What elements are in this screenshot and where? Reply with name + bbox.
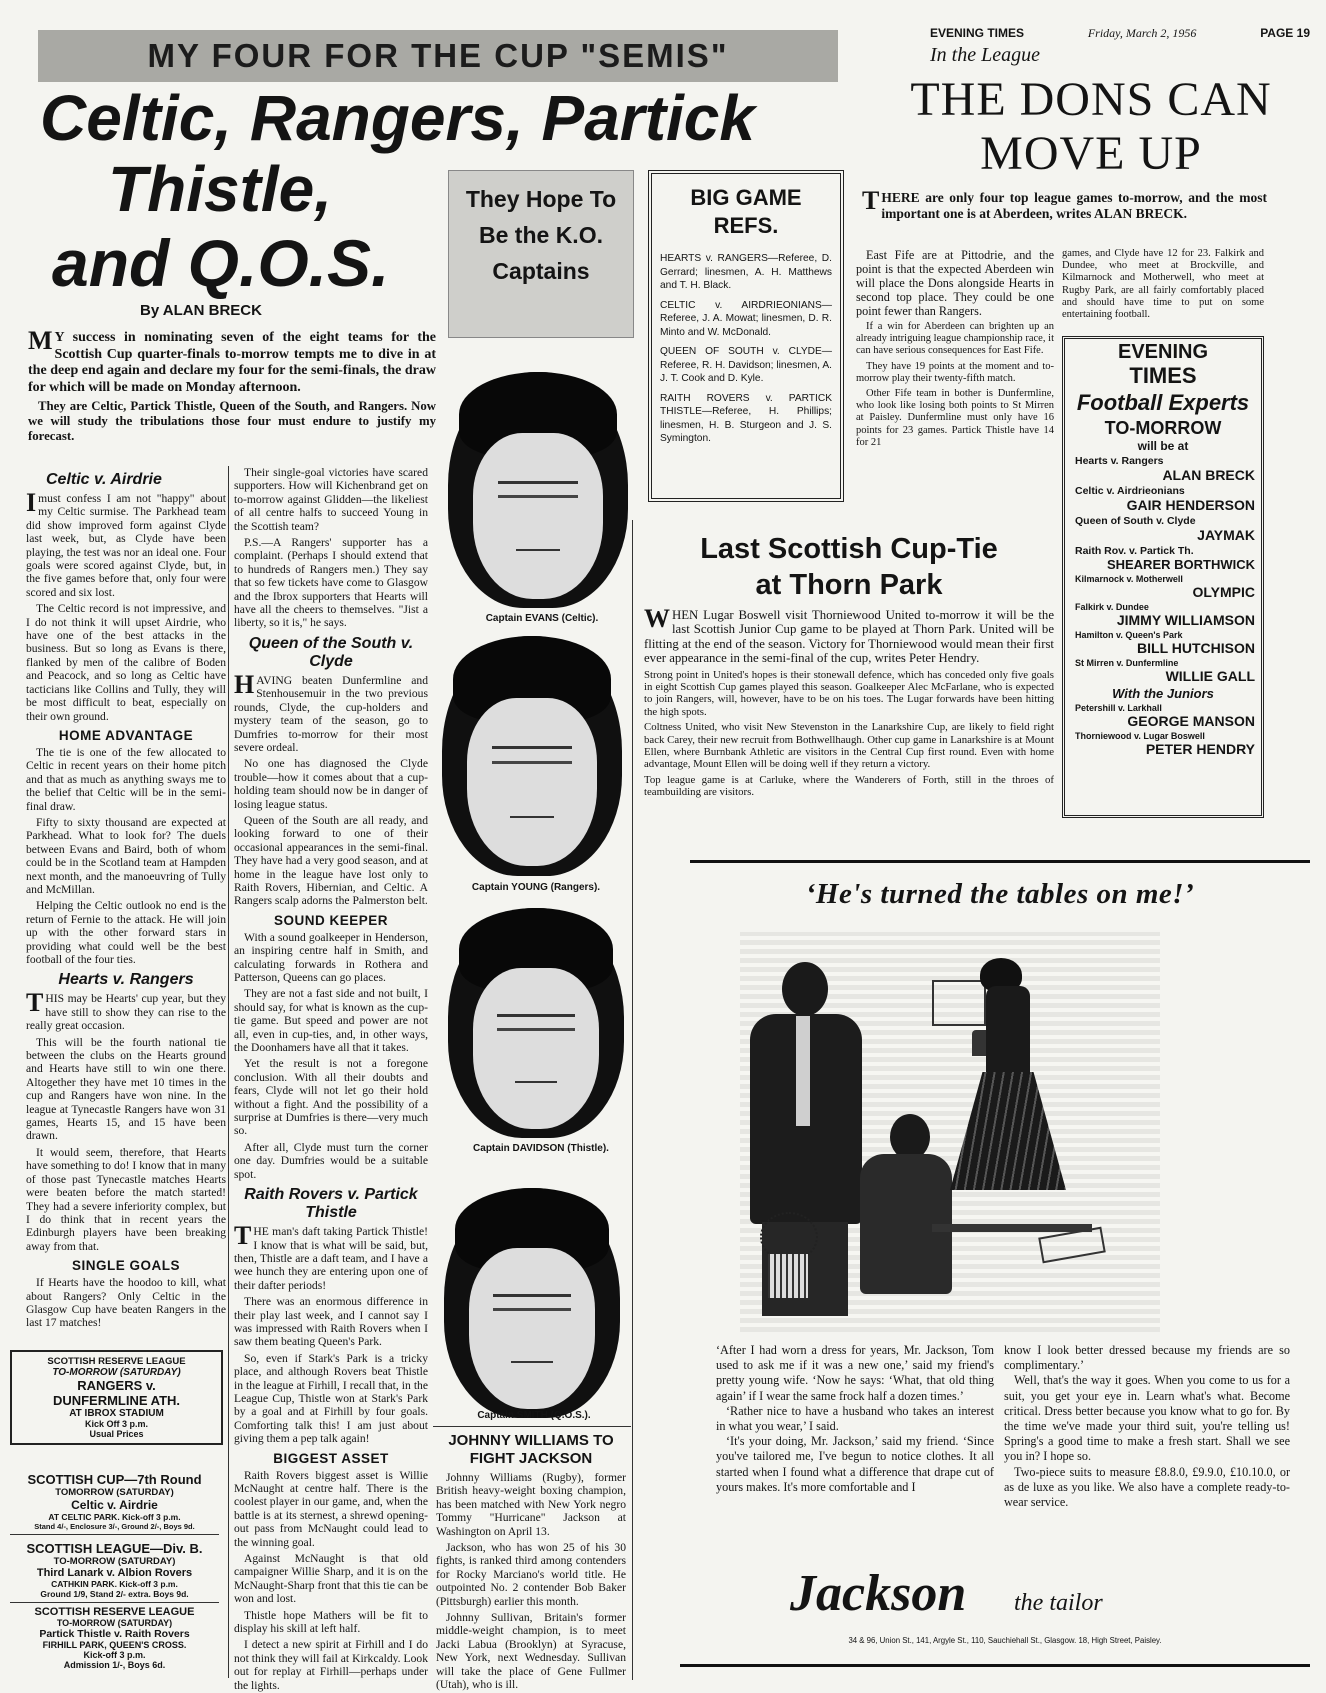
paragraph: They are not a fast side and not built, I should say, for what is known as the cup-tie game. But speed and power are not all, even in cup-ties, and, in other ways, the Doonhamers have all that it takes. (234, 987, 428, 1055)
captain-young-photo (442, 636, 622, 876)
expert-match: Petershill v. Larkhall (1075, 703, 1162, 713)
fixture-line: SCOTTISH CUP—7th Round (27, 1472, 202, 1487)
expert-name: BILL HUTCHISON (1137, 640, 1255, 656)
paragraph: They have 19 points at the moment and to-morrow play their twenty-fifth match. (856, 360, 1054, 384)
column-rule (228, 466, 229, 1678)
paragraph: Their single-goal victories have scared supporters. How will Kichenbrand get on to-morrow against Glidden—the likeliest of all centre halfs to succeed Young in the Scottish team? (234, 466, 428, 533)
intro-paragraph-2: They are Celtic, Partick Thistle, Queen of the South, and Rangers. Now we will study the tribulations those four must endure to justify my forecast. (28, 399, 436, 444)
paper-name: EVENING TIMES (930, 26, 1025, 40)
ad-bottom-rule (680, 1664, 1310, 1667)
paragraph: WHEN Lugar Boswell visit Thorniewood United to-morrow it will be the last Scottish Junior Cup game to be played at Thorn Park. United will be flitting at the end of the season. Victory for Thorniewood would mean their first ever appearance in the semi-final of the cup, writes Peter Hendry. (644, 604, 1054, 666)
thorn-headline-line2: at Thorn Park (755, 569, 943, 601)
paragraph: P.S.—A Rangers' supporter has a complaint. (Perhaps I should extend that to hundreds of Rangers men.) They say that so few tickets have come to Glasgow and the Ibrox supporters that Hearts will have all the cheers to themselves. "Jist a liberty, so it is," he says. (234, 536, 428, 630)
paragraph: THIS may be Hearts' cup year, but they have still to show they can rise to the really great occasion. (26, 988, 226, 1033)
fixture-box-reserve (10, 1350, 223, 1445)
paragraph: Helping the Celtic outlook no end is the return of Fernie to the attack. He will join up with the other forward stars in providing what could well be the best football of the four ties. (26, 899, 226, 966)
experts-title: TO-MORROW (1104, 418, 1222, 438)
expert-name: JIMMY WILLIAMSON (1116, 612, 1255, 628)
expert-match: Hearts v. Rangers (1075, 455, 1164, 467)
paragraph: Jackson, who has won 25 of his 30 fights, is ranked third among contenders for Rocky Marciano's world title. He outpointed No. 2 contender Bob Baker (Pittsburgh) earlier this month. (436, 1541, 626, 1608)
photo-mouth (516, 549, 559, 551)
subhead-home-advantage: HOME ADVANTAGE (58, 727, 194, 743)
fixture-box-league (10, 1541, 219, 1603)
jackson-logo-sub: the tailor (1014, 1590, 1103, 1616)
ref-entry: CELTIC v. AIRDRIEONIANS—Referee, J. A. Mowat; linesmen, D. R. Minto and W. McDonald. (660, 299, 832, 338)
fixture-line: Celtic v. Airdrie (71, 1498, 158, 1512)
man-head (782, 962, 828, 1016)
paragraph: THE man's daft taking Partick Thistle! I know that is what will be said, but, then, Thistle are a daft team, and I have a wee hunch they are entering upon one of their dafter periods! (234, 1221, 428, 1292)
kicker-banner: MY FOUR FOR THE CUP "SEMIS" (38, 30, 838, 82)
experts-juniors-head: With the Juniors (1112, 686, 1214, 701)
subhead-celtic-airdrie: Celtic v. Airdrie (46, 471, 162, 488)
ad-headline: ‘He's turned the tables on me!’ (805, 878, 1195, 910)
main-headline-line1: Celtic, Rangers, Partick (40, 82, 755, 154)
subhead-raith-partick: Raith Rovers v. Partick Thistle (244, 1186, 418, 1222)
dons-col-2 (1062, 248, 1264, 328)
paragraph: Other Fife team in bother is Dunfermline, who look like losing both points to St Mirren at Paisley. Dunfermline must only have 16 points for 23 games. Partick Thistle have 14 for 21 (856, 388, 1054, 448)
ad-paragraph: ‘Rather nice to have a husband who takes an interest in what you wear,’ I said. (716, 1403, 994, 1434)
dons-headline-line1: THE DONS CAN (910, 73, 1272, 126)
man-shirt (796, 1016, 810, 1126)
fixture-line: AT CELTIC PARK. Kick-off 3 p.m. (48, 1512, 181, 1522)
fixture-line: SCOTTISH RESERVE LEAGUE (34, 1606, 195, 1618)
byline: By ALAN BRECK (140, 302, 262, 319)
paragraph: The tie is one of the few allocated to Celtic in recent years on their home pitch and that as much as anything sways me to the belief that Celtic will be in the semi-final draw. (26, 745, 226, 813)
paragraph: Johnny Williams (Rugby), former British heavy-weight boxing champion, has been matched with New York negro Tommy "Hurricane" Jackson at Washington on April 13. (436, 1471, 626, 1538)
photo-eyes (498, 481, 577, 499)
intro-paragraph: MY success in nominating seven of the eight teams for the Scottish Cup quarter-finals to-morrow tempts me to dive in at the deep end again and declare my four for the semi-finals, the draw for which will be made on Monday afternoon. (28, 326, 436, 395)
subhead-biggest-asset: BIGGEST ASSET (273, 1450, 389, 1466)
fixture-box-cup (10, 1472, 219, 1535)
paragraph: No one has diagnosed the Clyde trouble—how it comes about that a cup-holding team should now be in danger of losing league status. (234, 757, 428, 811)
expert-name: OLYMPIC (1192, 584, 1255, 600)
ad-copy-col-2 (1004, 1343, 1290, 1561)
ad-paragraph: Well, that's the way it goes. When you come to us for a suit, you get your eye in. Learn what's what. Become critical. Dress better because you know what to go for. By the time we've made your third suit, you're telling us! Spring's a good time to make a fresh start. Shall we see you in? I hope so. (1004, 1373, 1290, 1464)
experts-title: TIMES (1129, 363, 1197, 388)
photo-face (473, 968, 600, 1129)
expert-name: JAYMAK (1197, 527, 1255, 543)
magazine (1038, 1227, 1106, 1264)
expert-match: Kilmarnock v. Motherwell (1075, 574, 1183, 584)
photo-eyes (497, 1014, 574, 1032)
fixture-line: RANGERS v. (77, 1378, 156, 1393)
williams-headline: JOHNNY WILLIAMS TO FIGHT JACKSON (448, 1432, 614, 1467)
expert-match: Falkirk v. Dundee (1075, 602, 1149, 612)
paragraph: If Hearts have the hoodoo to kill, what about Rangers? Only Celtic in the Glasgow Cup have beaten Rangers in the last 17 matches! (26, 1276, 226, 1330)
refs-box (648, 170, 844, 502)
masthead (930, 26, 1310, 41)
jackson-logo: Jackson (790, 1565, 967, 1622)
paragraph: Johnny Sullivan, Britain's former middle-weight champion, is to meet Jacki Labua (Brooklyn) at Syracuse, New York, next Wednesday. Sullivan will take the place of Gene Fullmer (Utah), who is ill. (436, 1611, 626, 1692)
experts-title: EVENING (1117, 341, 1209, 363)
fixture-line: Kick Off 3 p.m. (84, 1419, 148, 1429)
dons-col-1 (856, 248, 1054, 516)
thorn-headline-line1: Last Scottish Cup-Tie (700, 533, 998, 565)
fixture-line: TO-MORROW (SATURDAY) (56, 1618, 173, 1628)
photo-mouth (515, 1081, 557, 1083)
fixture-line: Kick-off 3 p.m. (83, 1650, 146, 1660)
woman-skirt (950, 1072, 1066, 1190)
fixture-line: Third Lanark v. Albion Rovers (36, 1567, 193, 1579)
ad-copy-col-1 (716, 1343, 994, 1561)
expert-name: GAIR HENDERSON (1126, 497, 1255, 513)
fixture-line: Admission 1/-, Boys 6d. (63, 1660, 166, 1670)
issue-date: Friday, March 2, 1956 (1087, 26, 1197, 40)
paragraph: Strong point in United's hopes is their stonewall defence, which has conceded only five goals in eight Scottish Cup games played this season. Goalkeeper Alec McFarlane, who is expected to join Rangers, will, however, have to be on his toes. The Lugar forwards have been hitting the high spots. (644, 668, 1054, 718)
jackson-addresses: 34 & 96, Union St., 141, Argyle St., 110, Sauchiehall St., Glasgow. 18, High Street, Paisley. (848, 1636, 1162, 1645)
experts-title: Football Experts (1076, 390, 1250, 415)
photo-face (469, 1248, 596, 1409)
woman-top (986, 986, 1030, 1082)
expert-name: WILLIE GALL (1165, 668, 1255, 684)
fixture-line: CATHKIN PARK. Kick-off 3 p.m. (51, 1579, 178, 1589)
paragraph: Coltness United, who visit New Stevenston in the Lanarkshire Cup, are likely to field right back Carey, their new recruit from Bothwellhaugh. Other cup game in Lanarkshire is at Mount Ellen, where Burnbank Athletic are visitors in the Central Cup first round. Even with home advantage, Mount Ellen will be doing well if they return a victory. (644, 721, 1054, 771)
captain-davidson-photo (448, 908, 624, 1138)
captain-evans-photo (448, 372, 628, 608)
expert-match: Thorniewood v. Lugar Boswell (1075, 731, 1205, 741)
fixture-line: TO-MORROW (SATURDAY) (53, 1556, 176, 1567)
expert-match: St Mirren v. Dunfermline (1075, 658, 1179, 668)
expert-name: PETER HENDRY (1145, 741, 1255, 757)
fixture-line: AT IBROX STADIUM (69, 1408, 164, 1419)
column-1 (26, 466, 226, 1346)
ad-paragraph: know I look better dressed because my friends are so complimentary.’ (1004, 1343, 1290, 1373)
expert-match: Celtic v. Airdrieonians (1075, 485, 1185, 497)
fixture-line: Partick Thistle v. Raith Rovers (39, 1628, 190, 1640)
expert-name: ALAN BRECK (1162, 467, 1255, 483)
experts-box (1062, 336, 1264, 818)
refs-title: BIG GAME REFS. (690, 185, 802, 238)
main-intro (28, 326, 436, 447)
paragraph: I detect a new spirit at Firhill and I do not think they will fail at Kirkcaldy. Look out for replay at Firhill—perhaps under the lights. (234, 1638, 428, 1692)
paragraph: Top league game is at Carluke, where the Wanderers of Forth, still in the throes of teambuilding are visitors. (644, 773, 1054, 799)
experts-subtitle: will be at (1137, 439, 1189, 453)
fixture-line: Ground 1/9, Stand 2/- extra. Boys 9d. (40, 1589, 189, 1599)
ad-illustration (740, 932, 1160, 1332)
expert-match: Hamilton v. Queen's Park (1075, 630, 1183, 640)
photo-eyes (493, 1294, 570, 1312)
paragraph: So, even if Stark's Park is a tricky place, and although Rovers beat Thistle in the league at Firhill, I recall that, in the League Cup, Thistle won at Stark's Park by a goal and at Firhill by four goals. Comforting talk this! I am just about giving them a pep talk again! (234, 1351, 428, 1446)
paragraph: Thistle hope Mathers will be fit to display his skill at left half. (234, 1608, 428, 1636)
ref-entry: HEARTS v. RANGERS—Referee, D. Gerrard; linesmen, A. H. Matthews and T. H. Black. (660, 253, 832, 291)
ad-paragraph: Two-piece suits to measure £8.8.0, £9.9.0, £10.10.0, or as de luxe as you like. We also have a complete ready-to-wear service. (1004, 1464, 1290, 1510)
expert-match: Queen of South v. Clyde (1075, 515, 1196, 527)
flower-basket (768, 1254, 808, 1298)
fixture-line: DUNFERMLINE ATH. (52, 1393, 181, 1408)
dons-headline-line2: MOVE UP (980, 127, 1202, 180)
ad-paragraph: ‘It's your doing, Mr. Jackson,’ said my friend. ‘Since you've tailored me, I've begun to notice clothes. It all started when I found what a difference that drape cut of yours makes. It's more comfortable and I (716, 1434, 994, 1494)
fixture-line: SCOTTISH RESERVE LEAGUE (47, 1356, 186, 1367)
subhead-qos-clyde: Queen of the South v. Clyde (248, 634, 414, 670)
paragraph: Imust confess I am not "happy" about my Celtic surmise. The Parkhead team did show improved form against Clyde last week, but, as Clyde have been playing, the test was nor an ideal one. Four goals were scored against Clyde, but, in the five games before that, only four were scored and six lost. (26, 488, 226, 599)
paragraph: Fifty to sixty thousand are expected at Parkhead. What to look for? The duels between Evans and Baird, both of whom could be in the Scotland team at Hampden next month, and the manoeuvring of Tully and McMillan. (26, 815, 226, 896)
expert-name: SHEARER BORTHWICK (1106, 557, 1255, 572)
caption-evans: Captain EVANS (Celtic). (485, 613, 599, 624)
paragraph: If a win for Aberdeen can brighten up an already intriguing league championship race, it can have serious consequences for East Fife. (856, 321, 1054, 357)
fixture-line: SCOTTISH LEAGUE—Div. B. (26, 1541, 203, 1556)
page-number: PAGE 19 (1260, 26, 1310, 40)
paragraph: Queen of the South are all ready, and looking forward to one of their occasional appearances in the semi-final. They have had a very good season, and at home in the league have lost only to Raith Rovers, Hibernian, and Celtic. A Rangers scalp adorns the Palmerston belt. (234, 813, 428, 908)
williams-story (436, 1432, 626, 1692)
paragraph: It would seem, therefore, that Hearts have something to do! I know that in many of those past Tynecastle matches Hearts were beaten before the match started! They had a severe inferiority complex, but I do think that in recent years the Edinburgh players have been breaking away from that. (26, 1145, 226, 1253)
section-rule (433, 1426, 631, 1427)
caption-young: Captain YOUNG (Rangers). (471, 882, 601, 893)
photo-face (473, 433, 603, 598)
fixture-line: Stand 4/-, Enclosure 3/-, Ground 2/-, Boys 9d. (34, 1522, 195, 1531)
caption-smith: Captain SMITH (Q.O.S.). (477, 1410, 591, 1421)
caption-davidson: Captain DAVIDSON (Thistle). (473, 1143, 609, 1154)
main-headline-line3: and Q.O.S. (52, 226, 390, 300)
ref-entry: RAITH ROVERS v. PARTICK THISTLE—Referee, H. Phillips; linesmen, H. B. Sturgeon and J. S. Symington. (660, 392, 832, 444)
fixture-line: TOMORROW (SATURDAY) (55, 1487, 174, 1498)
expert-name: GEORGE MANSON (1127, 713, 1255, 729)
table-top (932, 1224, 1092, 1232)
paragraph: HAVING beaten Dunfermline and Stenhousemuir in the two previous rounds, Clyde, the cup-holders and mystery team of the season, go to Dumfries to-morrow for their most severe ordeal. (234, 669, 428, 754)
ad-paragraph: ‘After I had worn a dress for years, Mr. Jackson, Tom used to ask me if it was a new one,’ said my friend's pretty young wife. ‘Now he says: ‘What, that old thing again’ if I wear the same frock half a dozen times.’ (716, 1343, 994, 1403)
subhead-hearts-rangers: Hearts v. Rangers (58, 971, 194, 989)
captains-box: They Hope To Be the K.O. Captains (448, 170, 634, 338)
paragraph: Yet the result is not a foregone conclusion. With all their doubts and fears, Clyde will not let go their hold without a fight. And the possibility of a surprise at Dumfries is there—very much so. (234, 1057, 428, 1138)
paragraph: There was an enormous difference in their play last week, and I cannot say I was impressed with Raith Rovers when I saw them beating Queen's Park. (234, 1295, 428, 1349)
main-headline-line2: Thistle, (108, 153, 333, 225)
paragraph: Against McNaught is that old campaigner Willie Sharp, and it is on the McNaught-Sharp front that this tie can be won and lost. (234, 1552, 428, 1606)
paragraph: East Fife are at Pittodrie, and the point is that the expected Aberdeen win will place the Dons alongside Hearts in second top place. They could be one point fewer than Rangers. (856, 248, 1054, 318)
thorn-story (644, 604, 1054, 820)
column-rule (632, 520, 633, 1680)
wall-picture (932, 980, 986, 1026)
paragraph: After all, Clyde must turn the corner one day. Dumfries would be a suitable spot. (234, 1140, 428, 1181)
fixture-box-reserve-2 (10, 1606, 219, 1670)
photo-mouth (511, 1361, 553, 1363)
fixture-line: FIRHILL PARK, QUEEN'S CROSS. (42, 1640, 187, 1650)
photo-face (467, 698, 597, 866)
dons-intro: THERE are only four top league games to-morrow, and the most important one is at Aberdeen, writes ALAN BRECK. (862, 186, 1267, 221)
paragraph: This will be the fourth national tie between the clubs on the Hearts ground and Hearts have still to win one there. Altogether they have met 10 times in the cup and Rangers have won nine. In the league at Tynecastle Rangers have won 31 games, Hearts 15, and 15 have been drawn. (26, 1035, 226, 1143)
ad-top-rule (690, 860, 1310, 863)
paragraph: With a sound goalkeeper in Henderson, an inspiring centre half in Smith, and calculating forwards in Rothera and Patterson, Queens can go places. (234, 930, 428, 984)
photo-mouth (510, 816, 553, 818)
paragraph: The Celtic record is not impressive, and I do not think it will upset Airdrie, who have one of the best attacks in the business. But so long as Evans is there, flanked by men of the calibre of Boden and Peacock, and so long as Celtic have tacticians like Collins and Tully, they will be most difficult to beat, especially on their own ground. (26, 602, 226, 723)
paragraph: games, and Clyde have 12 for 23. Falkirk and Dundee, who meet at Brockville, and Kilmarnock and Motherwell, who meet at Rugby Park, are all fairly comfortably placed and should have time to put on some entertaining football. (1062, 248, 1264, 321)
column-2 (234, 466, 428, 1692)
paragraph: Raith Rovers biggest asset is Willie McNaught at centre half. There is the coolest player in our game, and, when the battle is at its sternest, a shrewd opening-out pass from McNaught could lead to the winning goal. (234, 1468, 428, 1549)
subhead-sound-keeper: SOUND KEEPER (273, 912, 389, 928)
expert-match: Raith Rov. v. Partick Th. (1075, 545, 1194, 557)
subhead-single-goals: SINGLE GOALS (71, 1258, 180, 1274)
fixture-line: Usual Prices (89, 1429, 144, 1439)
dons-kicker: In the League (930, 44, 1040, 66)
photo-eyes (492, 746, 571, 764)
fixture-line: TO-MORROW (SATURDAY) (52, 1367, 181, 1378)
captain-smith-photo (444, 1188, 620, 1418)
ref-entry: QUEEN OF SOUTH v. CLYDE—Referee, R. H. Davidson; linesmen, A. J. T. Cook and D. Kyle. (660, 346, 832, 384)
